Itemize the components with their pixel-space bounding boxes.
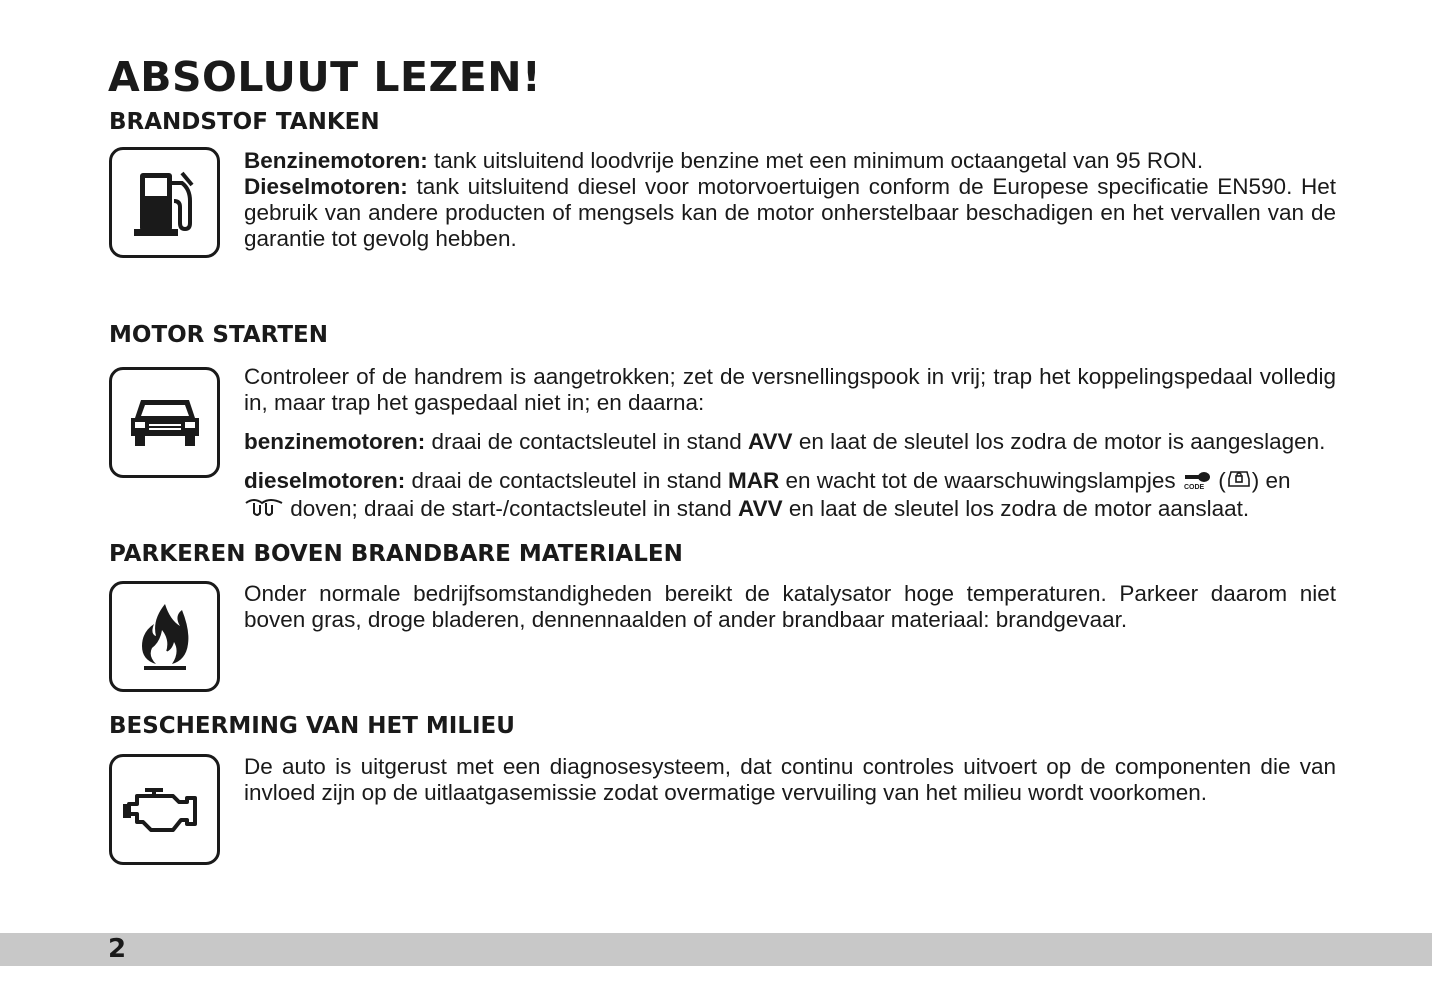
- start-text: [244, 364, 1336, 523]
- parking-text: [244, 581, 1336, 633]
- environment-paragraph: De auto is uitgerust met een diagnosesysteem, dat continu controles uitvoert op de componenten die van invloed zijn op de uitlaatgasemissie zodat overmatige vervuiling van het milieu wordt voorkomen.: [244, 754, 1336, 805]
- fuel-icon-box: [109, 147, 220, 258]
- avv-position-diesel: AVV: [738, 496, 783, 522]
- parking-icon-box: [109, 581, 220, 692]
- mar-position: MAR: [727, 468, 780, 493]
- start-diesel-text-4: ) en: [1251, 468, 1291, 493]
- section-heading-environment: BESCHERMING VAN HET MILIEU: [109, 713, 515, 739]
- section-heading-fuel: BRANDSTOF TANKEN: [109, 109, 380, 135]
- environment-text: [244, 754, 1336, 806]
- code-key-icon: [1182, 470, 1212, 494]
- start-intro: Controleer of de handrem is aangetrokken; zet de versnellingspook in vrij; trap het koppelingspedaal volledig in, maar trap het gaspedaal niet in; en daarna:: [244, 364, 1336, 415]
- flame-icon: [138, 602, 192, 672]
- environment-icon-box: [109, 754, 220, 865]
- start-petrol-text-1: draai de contactsleutel in stand: [425, 429, 748, 454]
- section-heading-start: MOTOR STARTEN: [109, 322, 328, 348]
- immobilizer-car-icon: [1226, 468, 1252, 496]
- fuel-pump-icon: [130, 167, 200, 239]
- glow-plug-icon: [244, 497, 284, 523]
- petrol-label: Benzinemotoren:: [244, 148, 428, 173]
- start-petrol-label: benzinemotoren:: [244, 429, 426, 454]
- start-diesel-text-5: doven; draai de start-/contactsleutel in stand: [284, 496, 739, 522]
- section-heading-parking: PARKEREN BOVEN BRANDBARE MATERIALEN: [109, 541, 683, 567]
- start-diesel-text-3: (: [1211, 468, 1226, 493]
- start-diesel-label: dieselmotoren:: [244, 468, 406, 493]
- start-icon-box: [109, 367, 220, 478]
- start-petrol-text-2: en laat de sleutel los zodra de motor is aangeslagen.: [792, 429, 1326, 454]
- page-title: ABSOLUUT LEZEN!: [108, 53, 542, 101]
- avv-position: AVV: [747, 429, 793, 454]
- fuel-text: [244, 148, 1336, 252]
- diesel-label: Dieselmotoren:: [244, 174, 408, 199]
- parking-paragraph: Onder normale bedrijfsomstandigheden bereikt de katalysator hoge temperaturen. Parkeer daarom niet boven gras, droge bladeren, dennennaalden of ander brandbaar materiaal: brandgevaar.: [244, 581, 1336, 632]
- start-diesel-text-2: en wacht tot de waarschuwingslampjes: [779, 468, 1182, 493]
- diesel-text: tank uitsluitend diesel voor motorvoertuigen conform de Europese specificatie EN590. Het gebruik van andere producten of mengsels kan de motor onherstelbaar beschadigen en het vervallen van de garantie tot gevolg hebben.: [244, 174, 1336, 251]
- start-diesel-text-1: draai de contactsleutel in stand: [405, 468, 728, 493]
- code-icon-label: CODE: [1183, 484, 1205, 492]
- car-front-icon: [127, 396, 203, 450]
- page-number: 2: [108, 934, 127, 964]
- petrol-text: tank uitsluitend loodvrije benzine met een minimum octaangetal van 95 RON.: [427, 148, 1204, 173]
- engine-icon: [123, 782, 207, 838]
- footer-bar: [0, 933, 1432, 966]
- start-diesel-text-6: en laat de sleutel los zodra de motor aanslaat.: [782, 496, 1250, 522]
